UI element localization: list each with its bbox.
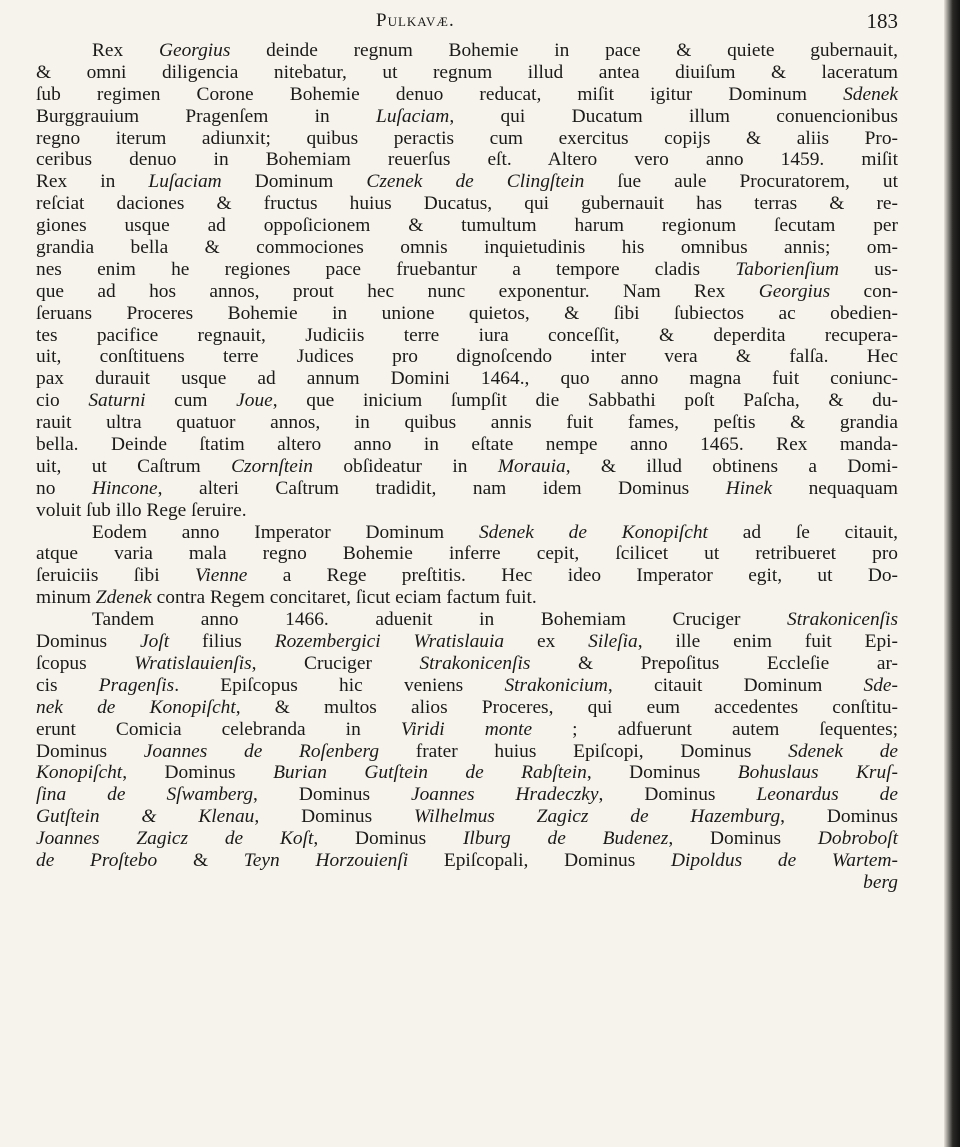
text-run: , Dominus	[122, 762, 274, 784]
italic-text: Georgius	[758, 280, 831, 302]
text-line	[36, 84, 898, 106]
text-line	[36, 762, 898, 784]
text-run: regno iterum adiunxit; quibus peractis cum exercitus copijs & aliis Pro-	[36, 127, 898, 149]
text-line	[36, 500, 898, 522]
text-line	[36, 828, 898, 850]
italic-text: Joſt	[140, 631, 170, 653]
text-run: no	[36, 477, 92, 499]
text-line	[36, 631, 898, 653]
text-run: tes pacifice regnauit, Judiciis terre iura conceſſit, & deperdita recupera-	[36, 324, 898, 346]
text-run: grandia bella & commociones omnis inquietudinis his omnibus annis; om-	[36, 237, 898, 259]
text-run: ex	[504, 631, 589, 653]
italic-text: Rozembergici Wratislauia	[274, 631, 505, 653]
italic-text: Sileſia	[588, 631, 638, 653]
italic-text: Hincone	[91, 477, 158, 499]
italic-text: Taborienſium	[735, 258, 840, 280]
text-run: , Dominus	[586, 762, 738, 784]
text-run: & omni diligencia nitebatur, ut regnum illud antea diuiſum & laceratum	[36, 61, 898, 83]
italic-text: Sde-	[863, 674, 898, 696]
text-line	[36, 215, 898, 237]
text-run: , qui Ducatum illum conuencionibus	[449, 105, 898, 127]
text-run: pax durauit usque ad annum Domini 1464., quo anno magna fuit coniunc-	[36, 368, 898, 390]
text-run: , Dominus	[668, 828, 818, 850]
text-run: bella. Deinde ſtatim altero anno in eſtate nempe anno 1465. Rex manda-	[36, 434, 898, 456]
italic-text: Sdenek de	[788, 740, 899, 762]
text-run: Tandem anno 1466. aduenit in Bohemiam Cruciger	[92, 609, 788, 631]
text-line	[36, 697, 898, 719]
italic-text: Joannes Zagicz de Koſt	[36, 828, 314, 850]
text-line	[36, 149, 898, 171]
italic-text: Joue	[236, 390, 273, 412]
text-line	[36, 850, 898, 872]
text-run: minum	[36, 587, 96, 609]
text-line	[36, 522, 898, 544]
text-run: , Dominus	[598, 784, 757, 806]
text-run: reſciat daciones & fructus huius Ducatus, qui gubernauit has terras & re-	[36, 193, 898, 215]
text-run: frater huius Epiſcopi, Dominus	[379, 740, 789, 762]
text-line	[36, 281, 898, 303]
italic-text: Czornſtein	[231, 455, 313, 477]
text-line	[36, 806, 898, 828]
text-run: , Dominus	[254, 806, 415, 828]
text-line	[36, 40, 898, 62]
text-run: Rex in	[36, 171, 149, 193]
text-line	[36, 609, 898, 631]
text-run: ceribus denuo in Bohemiam reuerſus eſt. Altero vero anno 1459. miſit	[36, 149, 898, 171]
text-line	[36, 346, 898, 368]
italic-text: Dobroboſt	[817, 828, 899, 850]
text-line	[36, 434, 898, 456]
catchword	[36, 872, 898, 894]
text-run: ; adfuerunt autem ſequentes;	[532, 718, 898, 740]
text-run: ſub regimen Corone Bohemie denuo reducat, miſit igitur Dominum	[36, 83, 844, 105]
text-run: ad ſe citauit,	[707, 521, 898, 543]
text-run: Rex	[92, 40, 159, 61]
italic-text: Czenek de Clingſtein	[366, 171, 585, 193]
text-line	[36, 543, 898, 565]
text-line	[36, 675, 898, 697]
italic-text: Konopiſcht	[36, 762, 123, 784]
text-line	[36, 193, 898, 215]
text-run: , Dominus	[253, 784, 411, 806]
text-line	[36, 62, 898, 84]
text-line	[36, 303, 898, 325]
italic-text: berg	[863, 871, 898, 893]
text-line	[36, 565, 898, 587]
text-line	[36, 653, 898, 675]
running-head: Pulkavæ.	[376, 10, 455, 31]
text-line	[36, 390, 898, 412]
text-run: Dominus	[36, 740, 144, 762]
text-run: , citauit Dominum	[607, 674, 864, 696]
italic-text: Luſaciam	[376, 105, 450, 127]
text-run: erunt Comicia celebranda in	[36, 718, 401, 740]
italic-text: Burian Gutſtein de Rabſtein	[273, 762, 587, 784]
text-run: Burggrauium Pragenſem in	[36, 105, 377, 127]
text-run: voluit ſub illo Rege ſeruire.	[36, 499, 247, 521]
italic-text: Bohuslaus Kruſ-	[737, 762, 898, 784]
text-line	[36, 368, 898, 390]
italic-text: Saturni	[88, 390, 146, 412]
italic-text: Sdenek	[843, 83, 898, 105]
text-run: & Prepoſitus Eccleſie ar-	[530, 652, 898, 674]
text-run: , & multos alios Proceres, qui eum accedentes conſtitu-	[235, 696, 899, 718]
text-line	[36, 106, 898, 128]
italic-text: Viridi monte	[400, 718, 533, 740]
italic-text: Strakonicium	[504, 674, 608, 696]
text-run: con-	[830, 280, 898, 302]
italic-text: Georgius	[158, 40, 231, 61]
italic-text: Luſaciam	[148, 171, 222, 193]
text-run: uit, conſtituens terre Judices pro dignoſcendo inter vera & falſa. Hec	[36, 346, 898, 368]
page-header	[36, 6, 898, 40]
text-run: Dominus	[36, 631, 141, 653]
text-run: us-	[839, 258, 899, 280]
text-line	[36, 719, 898, 741]
italic-text: Wratislauienſis	[134, 652, 252, 674]
italic-text: Zdenek	[95, 587, 152, 609]
italic-text: Strakonicenſis	[787, 609, 898, 631]
body-text	[36, 40, 898, 894]
text-run: , Dominus	[313, 828, 463, 850]
text-run: uit, ut Caſtrum	[36, 455, 232, 477]
text-run: deinde regnum Bohemie in pace & quiete gubernauit,	[230, 40, 898, 61]
italic-text: Morauia	[497, 455, 566, 477]
text-run: , Dominus	[780, 806, 898, 828]
text-run: , Cruciger	[251, 652, 420, 674]
text-run: nes enim he regiones pace fruebantur a tempore cladis	[36, 258, 736, 280]
text-run: nequaquam	[772, 477, 898, 499]
text-line	[36, 784, 898, 806]
text-run: a Rege preſtitis. Hec ideo Imperator egit, ut Do-	[247, 565, 898, 587]
italic-text: Joannes de Roſenberg	[143, 740, 380, 762]
page-number: 183	[866, 9, 898, 33]
text-run: ſue aule Procuratorem, ut	[584, 171, 898, 193]
italic-text: Pragenſis	[98, 674, 175, 696]
text-line	[36, 587, 898, 609]
italic-text: Sdenek de Konopiſcht	[478, 521, 708, 543]
text-line	[36, 237, 898, 259]
text-run: &	[157, 849, 244, 871]
italic-text: Ilburg de Budenez	[462, 828, 669, 850]
text-run: que ad hos annos, prout hec nunc exponentur. Nam Rex	[36, 280, 759, 302]
page-edge-shadow	[944, 0, 960, 1147]
text-line	[36, 412, 898, 434]
text-run: ſeruans Proceres Bohemie in unione quietos, & ſibi ſubiectos ac obedien-	[36, 302, 898, 324]
italic-text: ſina de Sſwamberg	[36, 784, 254, 806]
text-line	[36, 128, 898, 150]
italic-text: Gutſtein & Klenau	[36, 806, 255, 828]
text-line	[36, 478, 898, 500]
text-run: cio	[36, 390, 89, 412]
text-run: Eodem anno Imperator Dominum	[92, 521, 479, 543]
italic-text: Teyn Horzouienſi	[243, 849, 409, 871]
text-run: atque varia mala regno Bohemie inferre cepit, ſcilicet ut retribueret pro	[36, 543, 898, 565]
italic-text: Wilhelmus Zagicz de Hazemburg	[414, 806, 781, 828]
text-run: cis	[36, 674, 99, 696]
text-run: , ille enim fuit Epi-	[637, 631, 899, 653]
italic-text: Dipoldus de Wartem-	[671, 849, 898, 871]
text-run: rauit ultra quatuor annos, in quibus annis fuit fames, peſtis & grandia	[36, 412, 898, 434]
text-run: Dominum	[221, 171, 367, 193]
text-run: obſideatur in	[312, 455, 498, 477]
text-line	[36, 741, 898, 763]
text-run: , alteri Caſtrum tradidit, nam idem Dominus	[157, 477, 726, 499]
italic-text: Hinek	[725, 477, 773, 499]
text-run: , que inicium ſumpſit die Sabbathi poſt Paſcha, & du-	[272, 390, 898, 412]
text-run: filius	[169, 631, 275, 653]
italic-text: de Proſtebo	[36, 849, 158, 871]
italic-text: Leonardus de	[756, 784, 898, 806]
text-run: ſeruiciis ſibi	[36, 565, 195, 587]
text-run: Epiſcopali, Dominus	[408, 849, 672, 871]
italic-text: nek de Konopiſcht	[36, 696, 236, 718]
italic-text: Strakonicenſis	[419, 652, 531, 674]
italic-text: Vienne	[194, 565, 248, 587]
text-run: , & illud obtinens a Domi-	[565, 455, 898, 477]
text-run: giones usque ad oppoſicionem & tumultum harum regionum ſecutam per	[36, 215, 898, 237]
text-line	[36, 171, 898, 193]
text-run: . Epiſcopus hic veniens	[174, 674, 505, 696]
text-line	[36, 456, 898, 478]
text-line	[36, 259, 898, 281]
text-run: ſcopus	[36, 652, 135, 674]
text-run: cum	[145, 390, 237, 412]
italic-text: Joannes Hradeczky	[411, 784, 599, 806]
text-line	[36, 325, 898, 347]
text-run: contra Regem concitaret, ſicut eciam factum fuit.	[151, 587, 537, 609]
